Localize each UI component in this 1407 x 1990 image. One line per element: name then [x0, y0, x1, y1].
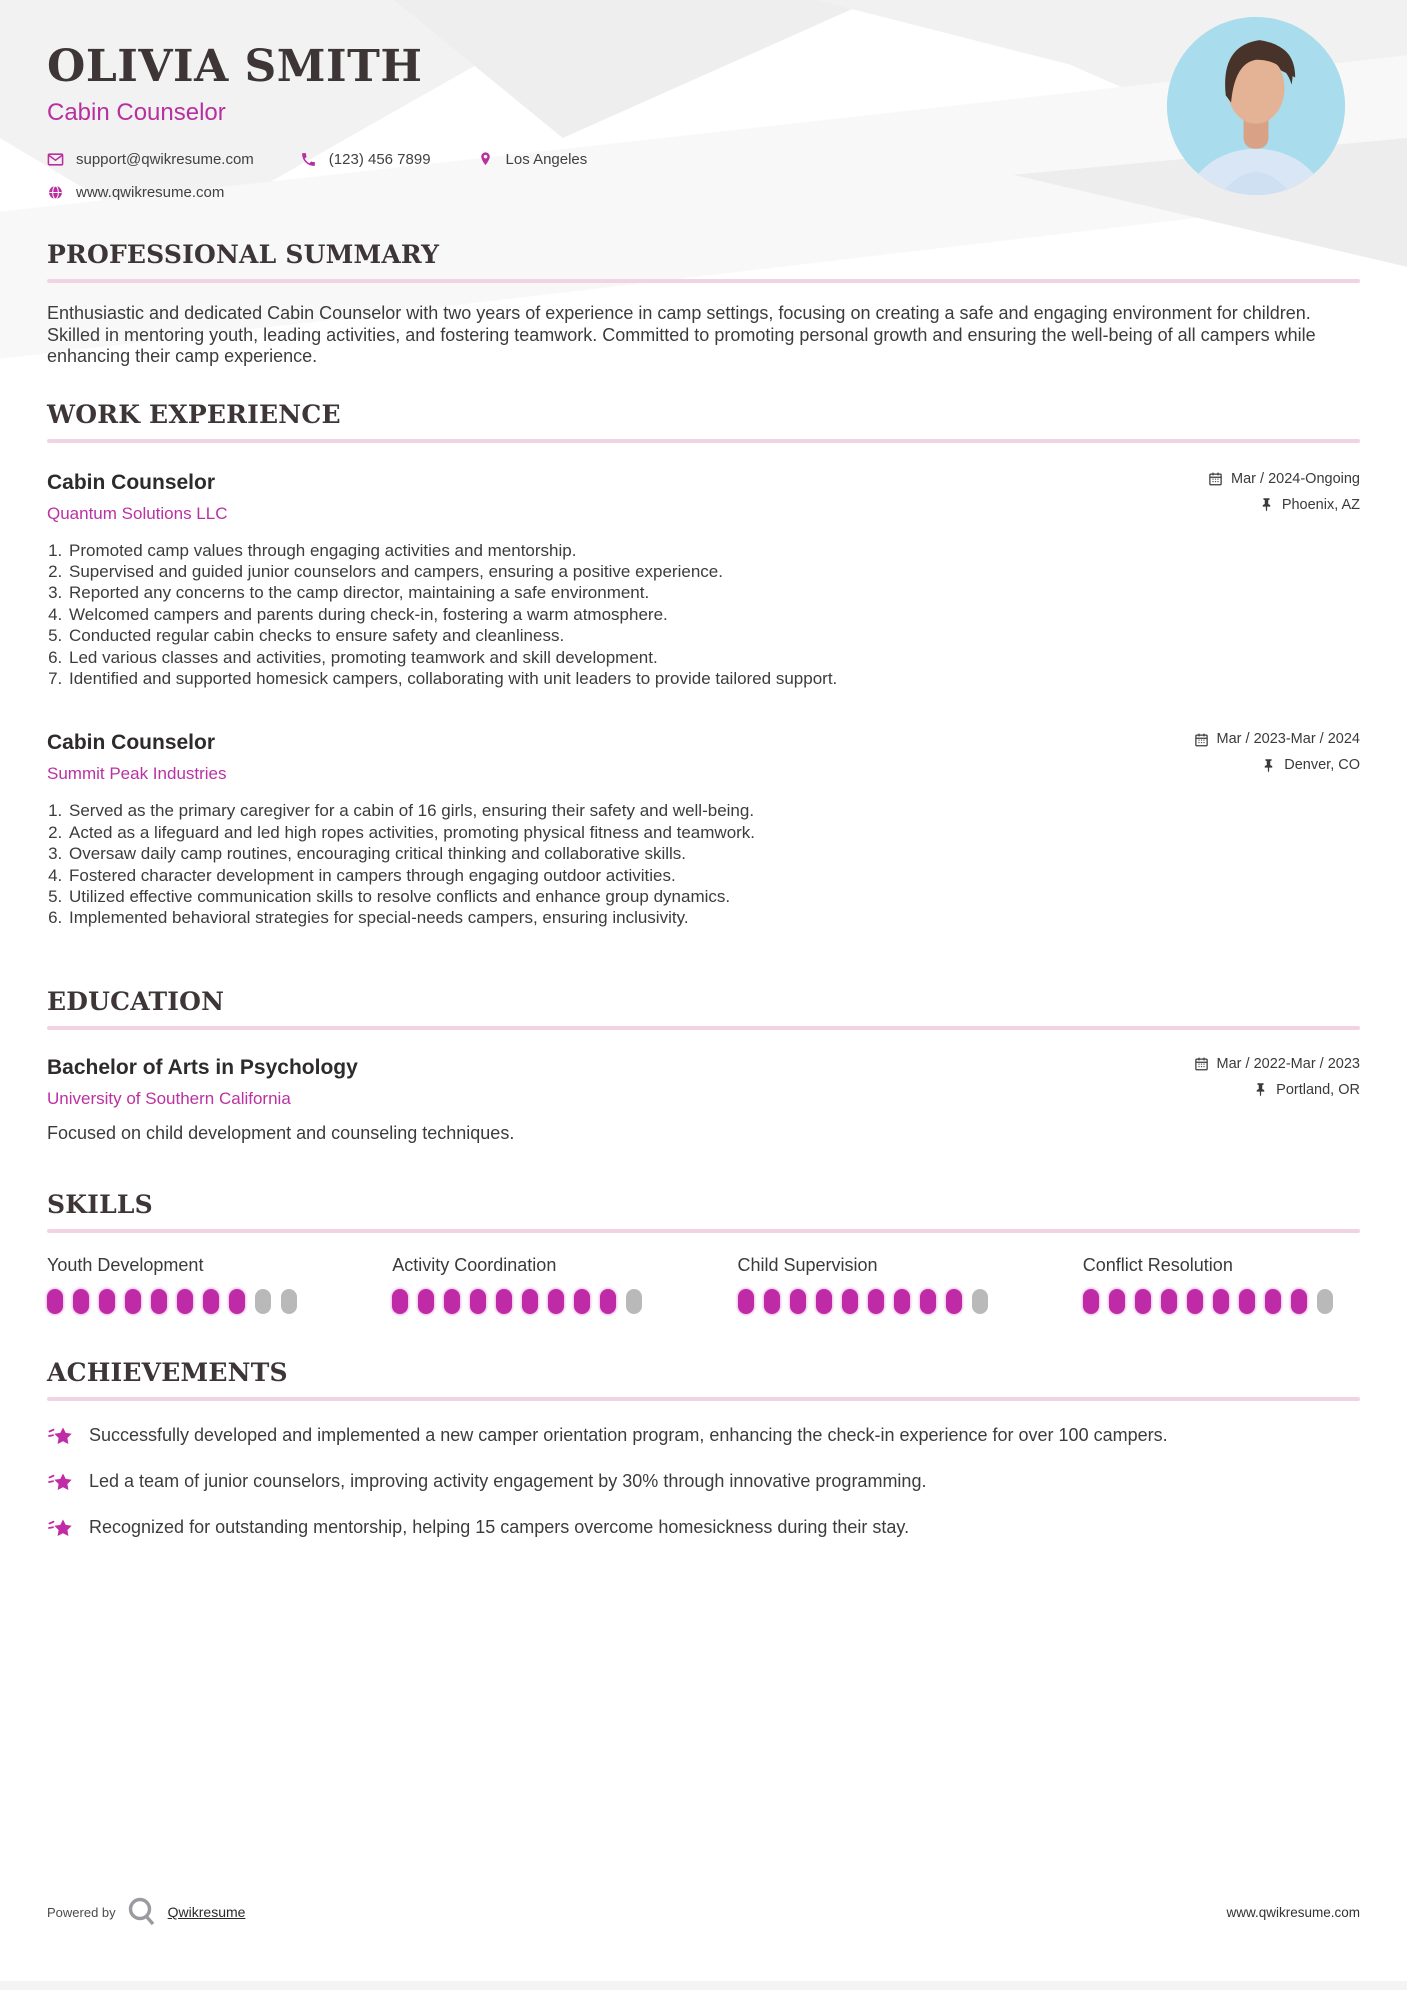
- job-bullet: 3. Reported any concerns to the camp director, maintaining a safe environment.: [67, 582, 1360, 603]
- skill-dot: [972, 1289, 988, 1314]
- star-icon: [47, 1424, 75, 1452]
- contact-email-text: support@qwikresume.com: [76, 151, 254, 168]
- calendar-icon: [1194, 732, 1209, 747]
- skill-dot: [177, 1289, 193, 1314]
- section-divider: [47, 1397, 1360, 1401]
- skill-dot: [125, 1289, 141, 1314]
- achievement-text: Led a team of junior counselors, improving activity engagement by 30% through innovative programming.: [89, 1470, 927, 1491]
- skill-dot: [920, 1289, 936, 1314]
- skill-item: [738, 1255, 1015, 1314]
- job-dates-text: Mar / 2024-Ongoing: [1231, 470, 1360, 487]
- education-dates-text: Mar / 2022-Mar / 2023: [1216, 1055, 1360, 1072]
- school-name: University of Southern California: [47, 1088, 291, 1108]
- skill-dot: [470, 1289, 486, 1314]
- person-name: OLIVIA SMITH: [47, 41, 423, 92]
- section-heading: PROFESSIONAL SUMMARY: [47, 240, 440, 269]
- summary-text: Enthusiastic and dedicated Cabin Counselor with two years of experience in camp settings, focusing on creating a safe and engaging environment for children. Skilled in mentoring youth, leading activities, and fostering teamwork. Committed to promoting personal growth and ensuring the well-being of all campers while enhancing their camp experience.: [47, 303, 1316, 366]
- skill-dot: [1083, 1289, 1099, 1314]
- section-professional-summary: [47, 240, 1360, 368]
- skill-dot: [1109, 1289, 1125, 1314]
- job-bullet: 2. Supervised and guided junior counselors and campers, ensuring a positive experience.: [67, 561, 1360, 582]
- skill-dot: [548, 1289, 564, 1314]
- job-bullet: 5. Utilized effective communication skills to resolve conflicts and enhance group dynamics.: [67, 886, 1360, 907]
- achievements-list: [47, 1423, 1360, 1544]
- skill-label: Conflict Resolution: [1082, 1254, 1233, 1275]
- section-achievements: [47, 1358, 1360, 1544]
- section-work-experience: [47, 400, 1360, 929]
- skill-dot: [203, 1289, 219, 1314]
- education-location-text: Portland, OR: [1276, 1081, 1360, 1098]
- job-dates: [1208, 471, 1360, 487]
- skill-dot: [151, 1289, 167, 1314]
- achievement-text: Recognized for outstanding mentorship, helping 15 campers overcome homesickness during their stay.: [89, 1516, 910, 1537]
- section-heading: EDUCATION: [47, 986, 225, 1016]
- skill-dot: [574, 1289, 590, 1314]
- header: [47, 0, 1360, 212]
- footer-website[interactable]: www.qwikresume.com: [1226, 1904, 1360, 1920]
- skill-dot: [868, 1289, 884, 1314]
- contact-email[interactable]: [47, 151, 254, 168]
- company-name: Quantum Solutions LLC: [47, 503, 228, 523]
- skill-dot: [73, 1289, 89, 1314]
- push-pin-icon: [1253, 1082, 1268, 1097]
- contact-website[interactable]: [47, 184, 224, 201]
- avatar: [1167, 17, 1345, 195]
- globe-icon: [47, 184, 64, 201]
- star-icon: [47, 1516, 75, 1544]
- skill-dot: [418, 1289, 434, 1314]
- section-education: [47, 987, 1360, 1144]
- job-bullet-list: [67, 540, 1360, 690]
- envelope-icon: [47, 151, 64, 168]
- job-bullet: 6. Implemented behavioral strategies for special-needs campers, ensuring inclusivity.: [67, 907, 1360, 928]
- skill-label: Child Supervision: [737, 1254, 878, 1275]
- skill-dot: [790, 1289, 806, 1314]
- skill-dot: [600, 1289, 616, 1314]
- skill-level-dots: [47, 1289, 324, 1314]
- contact-location-text: Los Angeles: [505, 151, 588, 168]
- skill-dot: [255, 1289, 271, 1314]
- skills-grid: [47, 1255, 1360, 1314]
- achievement-item: [47, 1515, 1360, 1544]
- skill-dot: [281, 1289, 297, 1314]
- skill-item: [47, 1255, 324, 1314]
- contact-phone-text: (123) 456 7899: [328, 151, 431, 168]
- skill-dot: [1317, 1289, 1333, 1314]
- job-location-text: Phoenix, AZ: [1281, 496, 1360, 513]
- footer-branding: [47, 1896, 245, 1928]
- job-bullet: 4. Fostered character development in campers through engaging outdoor activities.: [67, 865, 1360, 886]
- skill-level-dots: [392, 1289, 669, 1314]
- education-description: Focused on child development and counseling techniques.: [47, 1122, 515, 1143]
- phone-icon: [300, 151, 317, 168]
- skill-dot: [496, 1289, 512, 1314]
- skill-level-dots: [738, 1289, 1015, 1314]
- skill-dot: [1161, 1289, 1177, 1314]
- skill-dot: [738, 1289, 754, 1314]
- skill-dot: [816, 1289, 832, 1314]
- skill-label: Youth Development: [47, 1254, 204, 1275]
- skill-dot: [444, 1289, 460, 1314]
- skill-dot: [842, 1289, 858, 1314]
- job-bullet: 1. Promoted camp values through engaging activities and mentorship.: [67, 540, 1360, 561]
- map-pin-icon: [477, 151, 494, 168]
- job-location-text: Denver, CO: [1284, 757, 1360, 774]
- skill-level-dots: [1083, 1289, 1360, 1314]
- education-location: [1194, 1082, 1360, 1098]
- education-dates: [1194, 1056, 1360, 1072]
- skill-dot: [1213, 1289, 1229, 1314]
- achievement-text: Successfully developed and implemented a new camper orientation program, enhancing the check-in experience for over 100 campers.: [89, 1424, 1168, 1445]
- job-location: [1208, 497, 1360, 513]
- skill-dot: [764, 1289, 780, 1314]
- skill-dot: [894, 1289, 910, 1314]
- push-pin-icon: [1261, 758, 1276, 773]
- contact-row: [47, 151, 1360, 168]
- contact-phone[interactable]: [300, 151, 431, 168]
- achievement-item: [47, 1423, 1360, 1452]
- experience-entry: [47, 731, 1360, 928]
- job-dates: [1194, 731, 1360, 747]
- q-logo-icon: [126, 1896, 158, 1928]
- contact-location: [477, 151, 588, 168]
- degree-title: Bachelor of Arts in Psychology: [47, 1055, 358, 1079]
- job-bullet: 3. Oversaw daily camp routines, encouraging critical thinking and collaborative skills.: [67, 843, 1360, 864]
- section-divider: [47, 279, 1360, 283]
- contact-row: [47, 184, 1360, 201]
- calendar-icon: [1208, 471, 1223, 486]
- skill-dot: [626, 1289, 642, 1314]
- skill-dot: [1187, 1289, 1203, 1314]
- section-divider: [47, 439, 1360, 443]
- job-bullet: 6. Led various classes and activities, promoting teamwork and skill development.: [67, 647, 1360, 668]
- section-divider: [47, 1229, 1360, 1233]
- experience-entry: [47, 471, 1360, 690]
- section-heading: WORK EXPERIENCE: [47, 399, 341, 429]
- star-icon: [47, 1470, 75, 1498]
- person-title: Cabin Counselor: [47, 99, 226, 126]
- job-bullet-list: [67, 800, 1360, 928]
- section-skills: [47, 1190, 1360, 1314]
- brand-link[interactable]: Qwikresume: [167, 1904, 246, 1920]
- achievement-item: [47, 1469, 1360, 1498]
- job-bullet: 4. Welcomed campers and parents during check-in, fostering a warm atmosphere.: [67, 604, 1360, 625]
- job-bullet: 7. Identified and supported homesick campers, collaborating with unit leaders to provide tailored support.: [67, 668, 1360, 689]
- page-bottom-strip: [0, 1981, 1407, 1990]
- job-location: [1194, 757, 1360, 773]
- skill-dot: [1239, 1289, 1255, 1314]
- skill-dot: [229, 1289, 245, 1314]
- powered-by-label: Powered by: [47, 1904, 116, 1920]
- skill-dot: [99, 1289, 115, 1314]
- section-divider: [47, 1026, 1360, 1030]
- push-pin-icon: [1259, 497, 1274, 512]
- skill-dot: [1265, 1289, 1281, 1314]
- education-entry: [47, 1056, 1360, 1144]
- skill-dot: [946, 1289, 962, 1314]
- job-bullet: 1. Served as the primary caregiver for a cabin of 16 girls, ensuring their safety and well-being.: [67, 800, 1360, 821]
- company-name: Summit Peak Industries: [47, 764, 227, 784]
- skill-dot: [1135, 1289, 1151, 1314]
- skill-label: Activity Coordination: [392, 1254, 557, 1275]
- skill-dot: [522, 1289, 538, 1314]
- job-title: Cabin Counselor: [47, 470, 216, 494]
- skill-item: [392, 1255, 669, 1314]
- avatar-portrait: [1167, 17, 1345, 195]
- job-bullet: 2. Acted as a lifeguard and led high ropes activities, promoting physical fitness and teamwork.: [67, 822, 1360, 843]
- contact-website-text: www.qwikresume.com: [76, 184, 225, 201]
- skill-dot: [1291, 1289, 1307, 1314]
- job-title: Cabin Counselor: [47, 731, 216, 755]
- job-dates-text: Mar / 2023-Mar / 2024: [1216, 731, 1360, 748]
- job-bullet: 5. Conducted regular cabin checks to ensure safety and cleanliness.: [67, 625, 1360, 646]
- skill-dot: [47, 1289, 63, 1314]
- footer: [47, 1896, 1360, 1928]
- calendar-icon: [1194, 1056, 1209, 1071]
- skill-dot: [392, 1289, 408, 1314]
- section-heading: ACHIEVEMENTS: [47, 1357, 288, 1387]
- section-heading: SKILLS: [47, 1189, 153, 1219]
- skill-item: [1083, 1255, 1360, 1314]
